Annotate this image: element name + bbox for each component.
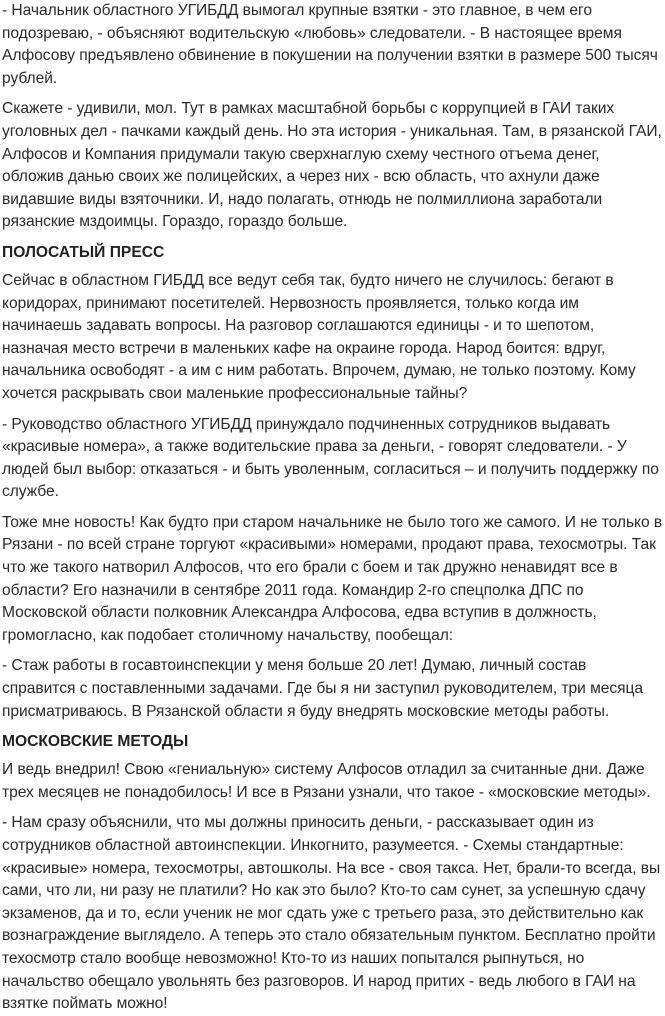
paragraph-6: - Стаж работы в госавтоинспекции у меня больше 20 лет! Думаю, личный состав справится с поставленными задачами. Где бы я ни заступил руководителем, три месяца присматриваюсь. В Рязанской области я буду внедрять московские методы работы. (2, 657, 644, 720)
section-heading-2: МОСКОВСКИЕ МЕТОДЫ (2, 733, 189, 751)
paragraph-7: И ведь внедрил! Свою «гениальную» систему Алфосов отладил за считанные дни. Даже трех месяцев не понадобилось! И все в Рязани узнали, что такое - «московские методы». (2, 761, 651, 801)
paragraph-3: Сейчас в областном ГИБДД все ведут себя так, будто ничего не случилось: бегают в коридорах, принимают посетителей. Нервозность проявляется, только когда им начинаешь задавать вопросы. На разговор соглашаются единицы - и то шепотом, назначая место встречи в маленьких кафе на окраине города. Народ боится: вдруг, начальника освободят - а им с ним работать. Впрочем, думаю, не только поэтому. Кому хочется раскрывать свои маленькие профессиональные тайны? (2, 271, 636, 402)
section-heading-1: ПОЛОСАТЫЙ ПРЕСС (2, 243, 165, 261)
paragraph-5: Тоже мне новость! Как будто при старом начальнике не было того же самого. И не только в Рязани - по всей стране торгуют «красивыми» номерами, продают права, техосмотры. Так что же такого натворил Алфосов, что его брали с боем и так дружно ненавидят все в области? Его назначили в сентябре 2011 года. Командир 2-го спецполка ДПС по Московской области полковник Александра Алфосова, едва вступив в должность, громогласно, как подобает столичному начальству, пообещал: (2, 513, 663, 644)
paragraph-8: - Нам сразу объяснили, что мы должны приносить деньги, - рассказывает один из сотрудников областной автоинспекции. Инкогнито, разумеется. - Схемы стандартные: «красивые» номера, техосмотры, автошколы. На все - своя такса. Нет, брали-то всегда, вы сами, что ли, ни разу не платили? Но как это было? Кто-то сам сунет, за успешную сдачу экзаменов, да и то, если ученик не мог сдать уже с третьего раза, это действительно как вознаграждение выглядело. А теперь это стало обязательным пунктом. Бесплатно пройти техосмотр стало вообще невозможно! Кто-то из наших попытался рыпнуться, но начальство обещало увольнять без разговоров. И народ притих - ведь любого в ГАИ на взятке поймать можно! (2, 814, 661, 1013)
paragraph-4: - Руководство областного УГИБДД принуждало подчиненных сотрудников выдавать «красивые номера», а также водительские права за деньги, - говорят следователи. - У людей был выбор: отказаться - и быть уволенным, согласиться – и получить поддержку по службе. (2, 415, 659, 501)
paragraph-2: Скажете - удивили, мол. Тут в рамках масштабной борьбы с коррупцией в ГАИ таких уголовных дел - пачками каждый день. Но эта история - уникальная. Там, в рязанской ГАИ, Алфосов и Компания придумали такую сверхнаглую схему честного отъема денег, обложив данью своих же полицейских, а через них - всю область, что ахнули даже видавшие виды взяточники. И, надо полагать, отнюдь не полмиллиона заработали рязанские мздоимцы. Гораздо, гораздо больше. (2, 100, 662, 231)
paragraph-1: - Начальник областного УГИБДД вымогал крупные взятки - это главное, в чем его подозреваю, - объясняют водительскую «любовь» следователи. - В настоящее время Алфосову предъявлено обвинение в покушении на получении взятки в размере 500 тысяч рублей. (2, 2, 658, 87)
